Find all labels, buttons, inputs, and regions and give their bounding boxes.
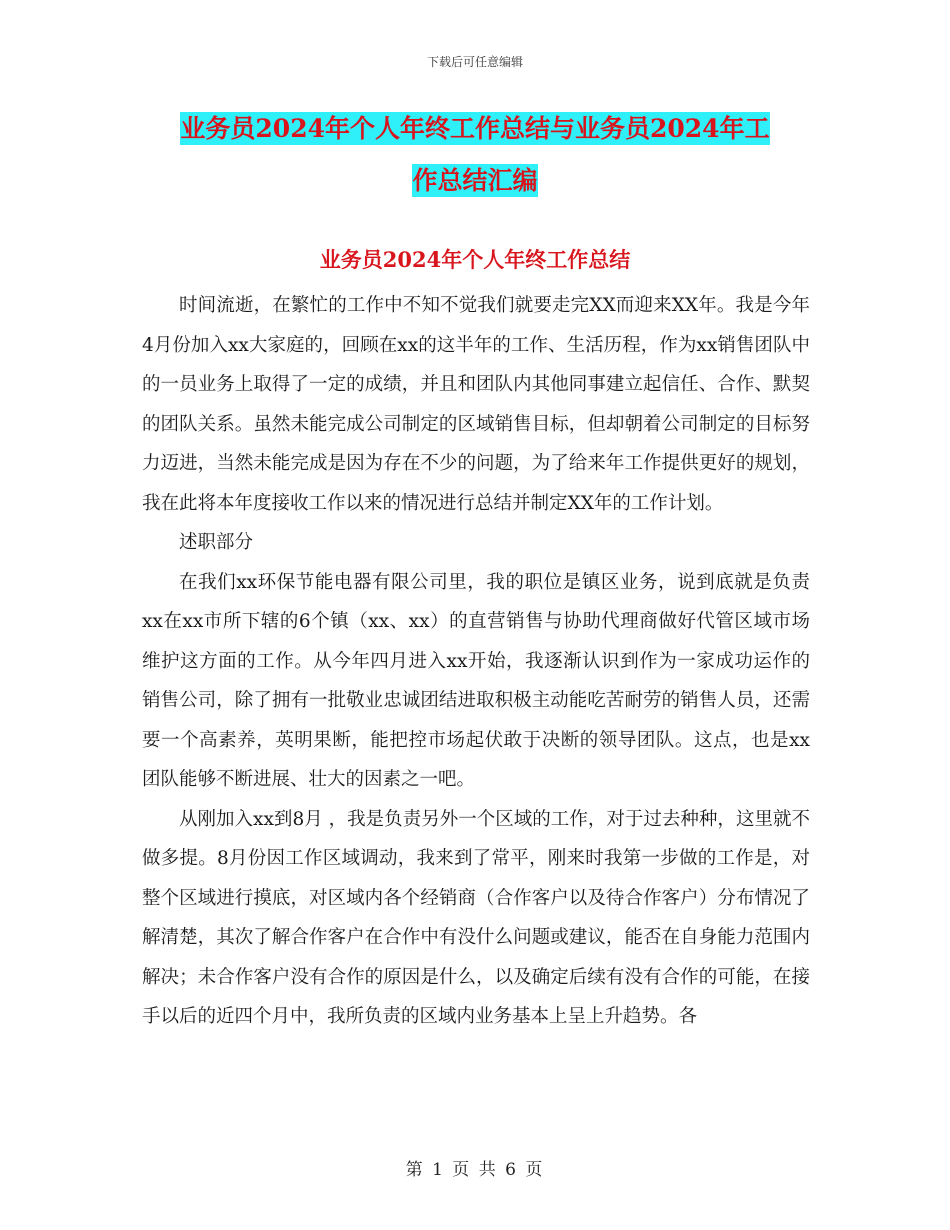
document-title-line-2: 作总结汇编: [412, 166, 538, 195]
document-title: [0, 103, 950, 207]
section-title: 业务员2024年个人年终工作总结: [319, 247, 631, 272]
paragraph-work-history: 从刚加入xx到8月 ，我是负责另外一个区域的工作，对于过去种种，这里就不做多提。8月份因工作区域调动，我来到了常平，刚来时我第一步做的工作是，对整个区域进行摸底，对区域内各个经销商（合作客户以及待合作客户）分布情况了解清楚，其次了解合作客户在合作中有没什么问题或建议，能否在自身能力范围内解决；未合作客户没有合作的原因是什么，以及确定后续有没有合作的可能，在接手以后的近四个月中，我所负责的区域内业务基本上呈上升趋势。各: [142, 808, 810, 1027]
document-title-line-1: 业务员2024年个人年终工作总结与业务员2024年工: [180, 114, 770, 143]
page-header-note: 下载后可任意编辑: [426, 55, 523, 69]
paragraph-position: 在我们xx环保节能电器有限公司里，我的职位是镇区业务，说到底就是负责xx在xx市所下辖的6个镇（xx、xx）的直营销售与协助代理商做好代管区域市场维护这方面的工作。从今年四月进入xx开始，我逐渐认识到作为一家成功运作的销售公司，除了拥有一批敬业忠诚团结进取积极主动能吃苦耐劳的销售人员，还需要一个高素养，英明果断，能把控市场起伏敢于决断的领导团队。这点，也是xx团队能够不断进展、壮大的因素之一吧。: [142, 571, 810, 790]
paragraph-heading-duty: 述职部分: [179, 532, 254, 553]
paragraph-intro: 时间流逝，在繁忙的工作中不知不觉我们就要走完XX而迎来XX年。我是今年4月份加入xx大家庭的，回顾在xx的这半年的工作、生活历程，作为xx销售团队中的一员业务上取得了一定的成绩，并且和团队内其他同事建立起信任、合作、默契的团队关系。虽然未能完成公司制定的区域销售目标，但却朝着公司制定的目标努力迈进，当然未能完成是因为存在不少的问题，为了给来年工作提供更好的规划，我在此将本年度接收工作以来的情况进行总结并制定XX年的工作计划。: [142, 295, 810, 514]
body-text: [142, 286, 810, 1037]
page-footer-pagination: 第 1 页 共 6 页: [405, 1160, 545, 1180]
